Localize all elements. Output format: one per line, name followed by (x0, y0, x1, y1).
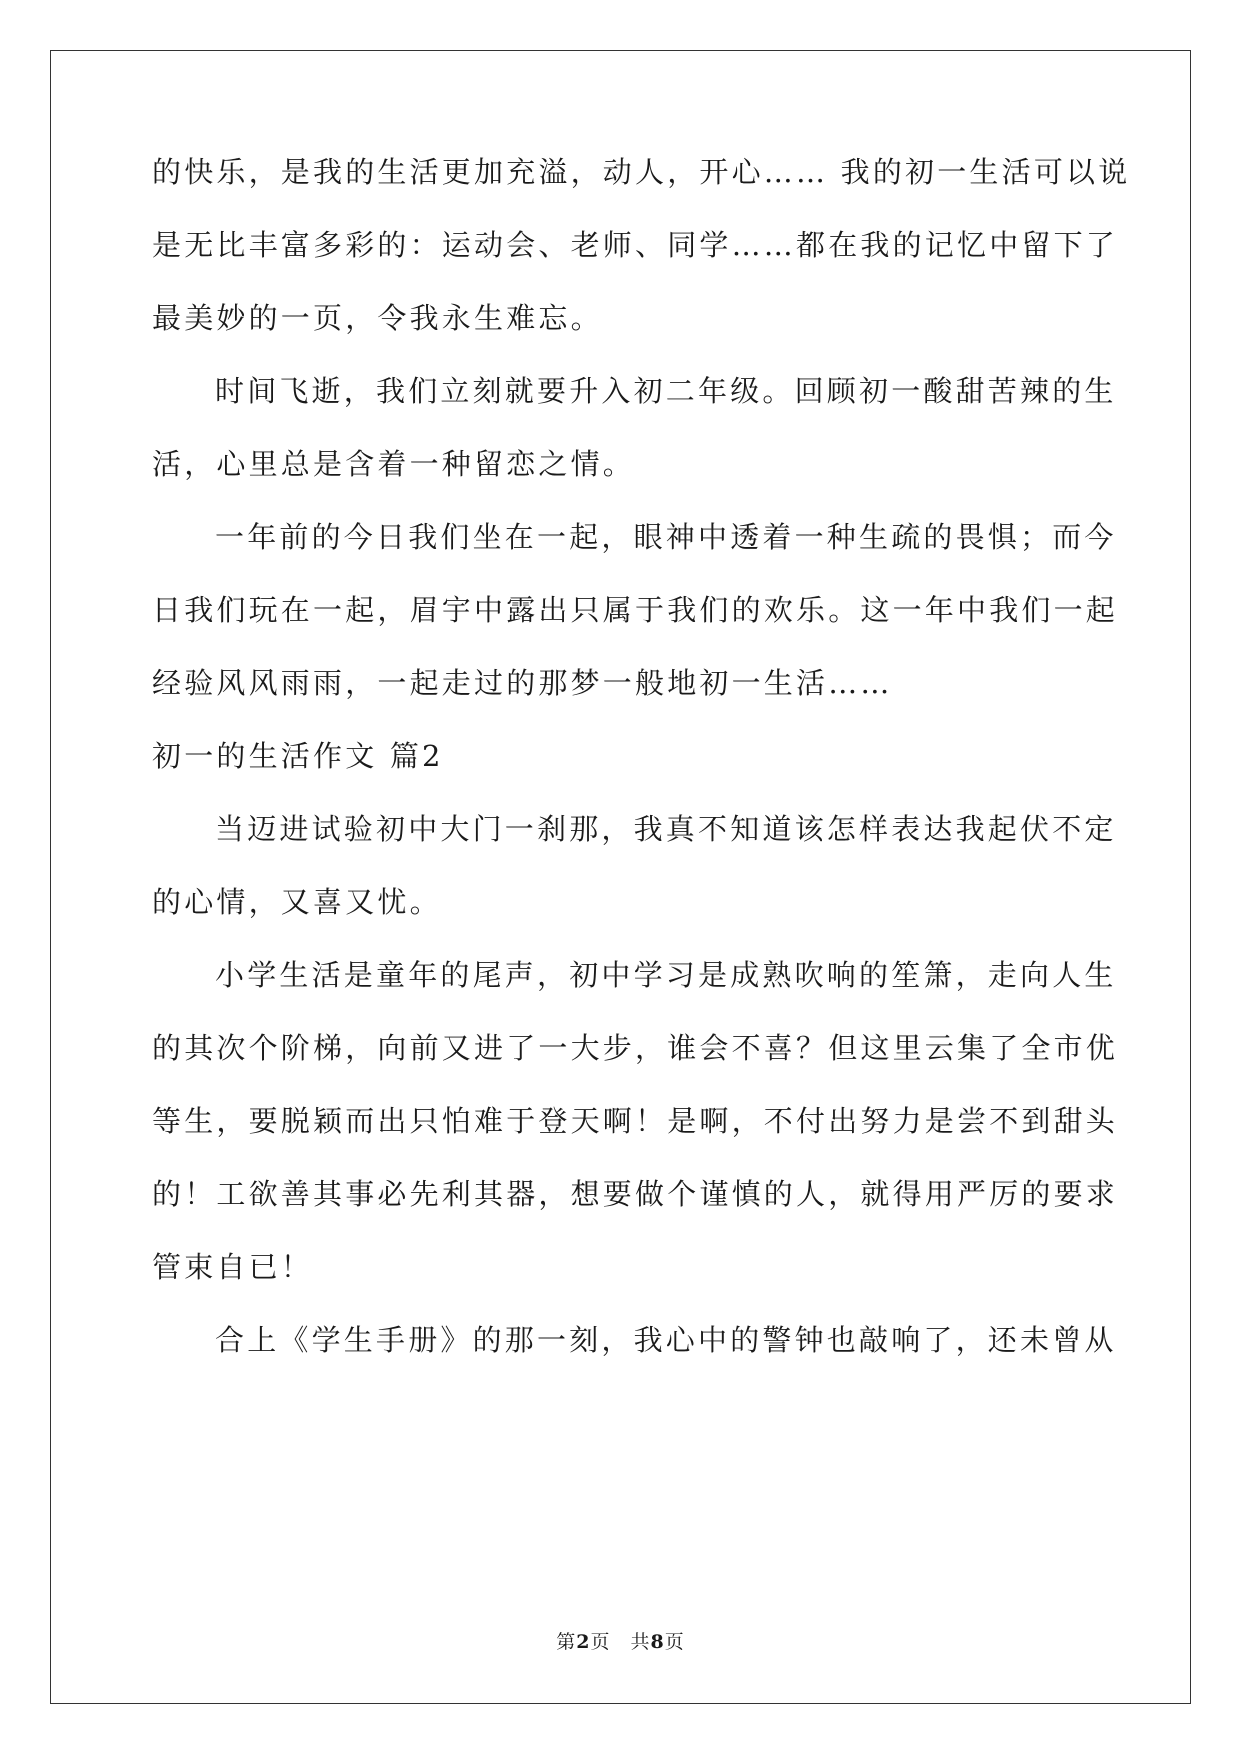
text-line: 的其次个阶梯，向前又进了一大步，谁会不喜？但这里云集了全市优 (152, 1031, 1119, 1065)
text-line: 的快乐，是我的生活更加充溢，动人，开心…… 我的初一生活可以说 (152, 155, 1131, 189)
page-current: 2 (576, 1631, 591, 1653)
page-prefix: 第 (556, 1631, 577, 1653)
text-line: 等生，要脱颖而出只怕难于登天啊！是啊，不付出努力是尝不到甜头 (152, 1104, 1119, 1138)
section-heading: 初一的生活作文 篇2 (152, 739, 444, 773)
page-footer (0, 1627, 1241, 1654)
text-line: 管束自已！ (152, 1250, 314, 1284)
text-line: 最美妙的一页，令我永生难忘。 (152, 301, 603, 335)
text-line: 小学生活是童年的尾声，初中学习是成熟吹响的笙箫，走向人生 (215, 958, 1117, 992)
text-line: 日我们玩在一起，眉宇中露出只属于我们的欢乐。这一年中我们一起 (152, 593, 1119, 627)
text-line: 活，心里总是含着一种留恋之情。 (152, 447, 636, 481)
page-total: 8 (650, 1631, 665, 1653)
text-line: 的！工欲善其事必先利其器，想要做个谨慎的人，就得用严厉的要求 (152, 1177, 1119, 1211)
text-line: 是无比丰富多彩的：运动会、老师、同学……都在我的记忆中留下了 (152, 228, 1119, 262)
text-line: 时间飞逝，我们立刻就要升入初二年级。回顾初一酸甜苦辣的生 (215, 374, 1117, 408)
text-line: 合上《学生手册》的那一刻，我心中的警钟也敲响了，还未曾从 (215, 1323, 1117, 1357)
page-mid: 页 共 (590, 1631, 651, 1653)
text-line: 当迈进试验初中大门一刹那，我真不知道该怎样表达我起伏不定 (215, 812, 1117, 846)
text-line: 的心情，又喜又忧。 (152, 885, 442, 919)
text-line: 经验风风雨雨，一起走过的那梦一般地初一生活…… (152, 666, 893, 700)
page-suffix: 页 (664, 1631, 685, 1653)
text-line: 一年前的今日我们坐在一起，眼神中透着一种生疏的畏惧；而今 (215, 520, 1117, 554)
